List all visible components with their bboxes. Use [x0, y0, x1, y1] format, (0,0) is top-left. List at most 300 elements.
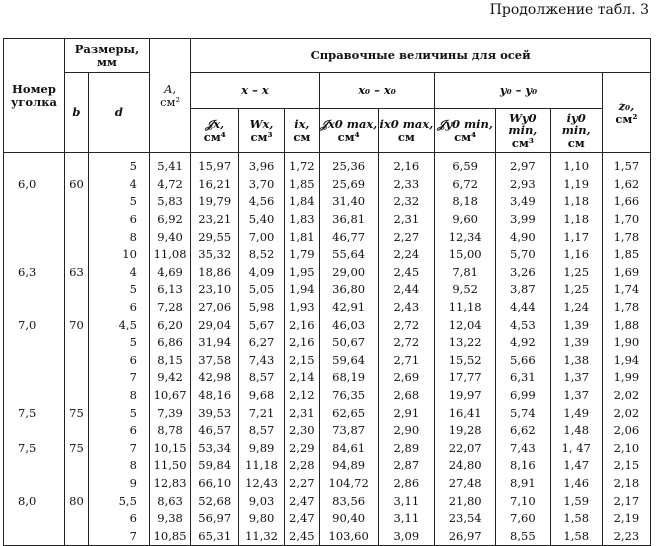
- header-axis-y0: y₀ – y₀: [435, 73, 603, 109]
- cell-A: 4,69: [149, 264, 190, 282]
- cell-z0: 2,19: [602, 510, 650, 528]
- cell-Wx: 12,43: [239, 475, 285, 493]
- cell-Jx0: 55,64: [319, 246, 378, 264]
- cell-nomer: [4, 369, 65, 387]
- cell-A: 12,83: [149, 475, 190, 493]
- header-Wy0-label: Wy0 min,: [508, 111, 538, 138]
- cell-d: 4: [88, 264, 149, 282]
- table-row: [4, 352, 651, 370]
- cell-Jx: 42,98: [191, 369, 239, 387]
- header-Wx: [239, 109, 285, 153]
- cell-nomer: [4, 422, 65, 440]
- cell-ix0: 2,87: [378, 457, 435, 475]
- cell-Jx: 19,79: [191, 193, 239, 211]
- cell-ix: 2,15: [284, 352, 319, 370]
- cell-Wx: 11,18: [239, 457, 285, 475]
- cell-Wx: 4,56: [239, 193, 285, 211]
- cell-ix0: 2,91: [378, 404, 435, 422]
- cell-Jx: 37,58: [191, 352, 239, 370]
- cell-d: 4: [88, 176, 149, 194]
- header-A-label: A,: [164, 82, 177, 97]
- cell-A: 7,39: [149, 404, 190, 422]
- cell-Jx: 52,68: [191, 492, 239, 510]
- cell-b: [64, 387, 88, 405]
- cell-Wy0: 7,10: [496, 492, 550, 510]
- cell-Jx: 18,86: [191, 264, 239, 282]
- table-row: [4, 527, 651, 545]
- cell-iy0: 1,17: [550, 228, 602, 246]
- cell-d: 7: [88, 527, 149, 545]
- cell-Jy0: 19,28: [435, 422, 496, 440]
- header-ix0-unit: см: [397, 129, 415, 144]
- cell-Jx: 27,06: [191, 299, 239, 317]
- header-Jy0: [435, 109, 496, 153]
- cell-iy0: 1, 47: [550, 440, 602, 458]
- cell-ix: 2,45: [284, 527, 319, 545]
- header-Jx0-unit: см⁴: [337, 129, 360, 144]
- cell-d: 5: [88, 334, 149, 352]
- cell-Jy0: 27,48: [435, 475, 496, 493]
- cell-A: 10,67: [149, 387, 190, 405]
- cell-z0: 1,57: [602, 153, 650, 176]
- cell-b: 60: [64, 176, 88, 194]
- cell-d: 6: [88, 422, 149, 440]
- header-Wy0-unit: см³: [511, 135, 534, 150]
- cell-A: 8,63: [149, 492, 190, 510]
- cell-Jx0: 36,80: [319, 281, 378, 299]
- cell-d: 6: [88, 299, 149, 317]
- cell-iy0: 1,46: [550, 475, 602, 493]
- cell-Wy0: 4,90: [496, 228, 550, 246]
- cell-nomer: [4, 527, 65, 545]
- cell-ix: 2,12: [284, 387, 319, 405]
- cell-iy0: 1,58: [550, 527, 602, 545]
- header-b: b: [64, 73, 88, 153]
- cell-nomer: 6,3: [4, 264, 65, 282]
- table-row: [4, 228, 651, 246]
- cell-z0: 2,02: [602, 404, 650, 422]
- header-iy0-unit: см: [567, 135, 585, 150]
- header-Jy0-label: 𝒥y0 min,: [437, 117, 493, 132]
- header-Jx: [191, 109, 239, 153]
- cell-b: [64, 299, 88, 317]
- cell-iy0: 1,39: [550, 316, 602, 334]
- cell-d: 5: [88, 193, 149, 211]
- cell-Wx: 6,27: [239, 334, 285, 352]
- cell-Wy0: 4,92: [496, 334, 550, 352]
- cell-ix: 2,30: [284, 422, 319, 440]
- cell-nomer: 7,0: [4, 316, 65, 334]
- cell-Jx0: 46,03: [319, 316, 378, 334]
- cell-iy0: 1,25: [550, 264, 602, 282]
- cell-d: 10: [88, 246, 149, 264]
- cell-z0: 1,66: [602, 193, 650, 211]
- cell-iy0: 1,18: [550, 211, 602, 229]
- cell-iy0: 1,58: [550, 510, 602, 528]
- cell-Jy0: 6,59: [435, 153, 496, 176]
- table-row: [4, 193, 651, 211]
- cell-nomer: 7,5: [4, 404, 65, 422]
- header-ix0-label: ix0 max,: [379, 117, 434, 132]
- cell-Jx: 48,16: [191, 387, 239, 405]
- cell-nomer: [4, 281, 65, 299]
- cell-Jx: 31,94: [191, 334, 239, 352]
- cell-z0: 1,99: [602, 369, 650, 387]
- cell-nomer: [4, 457, 65, 475]
- cell-Jy0: 21,80: [435, 492, 496, 510]
- cell-Jy0: 15,00: [435, 246, 496, 264]
- cell-iy0: 1,48: [550, 422, 602, 440]
- cell-ix0: 2,71: [378, 352, 435, 370]
- cell-Jy0: 22,07: [435, 440, 496, 458]
- cell-iy0: 1,10: [550, 153, 602, 176]
- cell-Jx0: 103,60: [319, 527, 378, 545]
- cell-Wy0: 7,43: [496, 440, 550, 458]
- header-ix0: [378, 109, 435, 153]
- table-row: [4, 176, 651, 194]
- cell-iy0: 1,37: [550, 369, 602, 387]
- table-header: [4, 39, 651, 153]
- cell-b: [64, 457, 88, 475]
- cell-b: [64, 510, 88, 528]
- cell-Jy0: 9,52: [435, 281, 496, 299]
- table-row: [4, 281, 651, 299]
- cell-A: 6,20: [149, 316, 190, 334]
- header-ix-unit: см: [293, 129, 311, 144]
- cell-Jx0: 59,64: [319, 352, 378, 370]
- header-ix-label: ix,: [294, 117, 310, 132]
- cell-Jx: 56,97: [191, 510, 239, 528]
- cell-z0: 1,88: [602, 316, 650, 334]
- cell-ix0: 3,11: [378, 492, 435, 510]
- cell-nomer: 8,0: [4, 492, 65, 510]
- cell-Wy0: 8,55: [496, 527, 550, 545]
- cell-Jy0: 12,04: [435, 316, 496, 334]
- cell-z0: 2,18: [602, 475, 650, 493]
- cell-z0: 1,85: [602, 246, 650, 264]
- cell-Wx: 5,40: [239, 211, 285, 229]
- cell-Jy0: 9,60: [435, 211, 496, 229]
- header-Wy0: [496, 109, 550, 153]
- cell-ix: 1,83: [284, 211, 319, 229]
- cell-A: 9,38: [149, 510, 190, 528]
- cell-Jx0: 73,87: [319, 422, 378, 440]
- cell-ix0: 2,45: [378, 264, 435, 282]
- cell-Jy0: 12,34: [435, 228, 496, 246]
- header-nomer: Номер уголка: [4, 39, 65, 153]
- cell-Wy0: 5,66: [496, 352, 550, 370]
- cell-A: 4,72: [149, 176, 190, 194]
- cell-b: [64, 422, 88, 440]
- cell-Jy0: 23,54: [435, 510, 496, 528]
- cell-z0: 1,78: [602, 228, 650, 246]
- table-row: [4, 475, 651, 493]
- cell-Jx: 23,21: [191, 211, 239, 229]
- cell-Jx0: 104,72: [319, 475, 378, 493]
- cell-ix0: 2,68: [378, 387, 435, 405]
- cell-Jx0: 84,61: [319, 440, 378, 458]
- cell-ix: 1,95: [284, 264, 319, 282]
- cell-Wx: 11,32: [239, 527, 285, 545]
- header-Jx0-label: 𝒥x0 max,: [320, 117, 378, 132]
- cell-z0: 1,69: [602, 264, 650, 282]
- cell-ix0: 2,72: [378, 316, 435, 334]
- cell-A: 6,86: [149, 334, 190, 352]
- cell-Jx0: 29,00: [319, 264, 378, 282]
- cell-Wy0: 3,87: [496, 281, 550, 299]
- cell-A: 6,92: [149, 211, 190, 229]
- cell-ix0: 2,90: [378, 422, 435, 440]
- header-z0-unit: см²: [615, 111, 638, 126]
- cell-Wy0: 6,99: [496, 387, 550, 405]
- cell-d: 6: [88, 211, 149, 229]
- cell-nomer: [4, 299, 65, 317]
- header-z0-label: z₀,: [618, 99, 635, 114]
- cell-Wy0: 2,93: [496, 176, 550, 194]
- cell-Jx0: 83,56: [319, 492, 378, 510]
- cell-Jy0: 17,77: [435, 369, 496, 387]
- cell-b: [64, 153, 88, 176]
- cell-ix: 1,93: [284, 299, 319, 317]
- cell-d: 5: [88, 281, 149, 299]
- cell-A: 10,85: [149, 527, 190, 545]
- cell-nomer: [4, 246, 65, 264]
- table-row: [4, 316, 651, 334]
- cell-d: 8: [88, 387, 149, 405]
- cell-iy0: 1,47: [550, 457, 602, 475]
- cell-Wy0: 3,99: [496, 211, 550, 229]
- cell-z0: 2,23: [602, 527, 650, 545]
- cell-d: 5: [88, 404, 149, 422]
- cell-Jx0: 42,91: [319, 299, 378, 317]
- cell-A: 5,41: [149, 153, 190, 176]
- cell-Jx0: 25,36: [319, 153, 378, 176]
- cell-ix0: 3,09: [378, 527, 435, 545]
- cell-Jx: 29,55: [191, 228, 239, 246]
- cell-Jx: 39,53: [191, 404, 239, 422]
- cell-Wy0: 5,74: [496, 404, 550, 422]
- header-Jx0: [319, 109, 378, 153]
- cell-b: 75: [64, 440, 88, 458]
- cell-ix0: 2,33: [378, 176, 435, 194]
- cell-A: 9,42: [149, 369, 190, 387]
- table-row: [4, 246, 651, 264]
- cell-ix0: 2,72: [378, 334, 435, 352]
- cell-A: 7,28: [149, 299, 190, 317]
- cell-ix: 2,14: [284, 369, 319, 387]
- cell-Jx: 59,84: [191, 457, 239, 475]
- header-Jx-label: 𝒥x,: [205, 117, 225, 132]
- cell-ix0: 2,69: [378, 369, 435, 387]
- header-Jy0-unit: см⁴: [454, 129, 477, 144]
- cell-b: 70: [64, 316, 88, 334]
- cell-d: 4,5: [88, 316, 149, 334]
- angle-profile-table: [3, 38, 651, 546]
- cell-Jx: 29,04: [191, 316, 239, 334]
- cell-b: [64, 369, 88, 387]
- cell-Jx0: 31,40: [319, 193, 378, 211]
- header-Wx-unit: см³: [250, 129, 273, 144]
- cell-b: [64, 228, 88, 246]
- cell-Wy0: 7,60: [496, 510, 550, 528]
- header-axis-x0: x₀ – x₀: [319, 73, 434, 109]
- header-ix: [284, 109, 319, 153]
- cell-ix: 1,84: [284, 193, 319, 211]
- cell-Jx0: 46,77: [319, 228, 378, 246]
- cell-z0: 1,62: [602, 176, 650, 194]
- cell-A: 8,15: [149, 352, 190, 370]
- cell-Wx: 9,80: [239, 510, 285, 528]
- cell-z0: 1,94: [602, 352, 650, 370]
- cell-d: 6: [88, 510, 149, 528]
- cell-Jx0: 36,81: [319, 211, 378, 229]
- cell-Jy0: 16,41: [435, 404, 496, 422]
- cell-nomer: [4, 352, 65, 370]
- cell-Wx: 3,70: [239, 176, 285, 194]
- table-row: [4, 510, 651, 528]
- cell-Wy0: 5,70: [496, 246, 550, 264]
- table-row: [4, 492, 651, 510]
- cell-ix: 2,27: [284, 475, 319, 493]
- cell-ix0: 2,44: [378, 281, 435, 299]
- cell-Wx: 5,05: [239, 281, 285, 299]
- cell-A: 8,78: [149, 422, 190, 440]
- cell-Wy0: 6,62: [496, 422, 550, 440]
- cell-Wx: 9,89: [239, 440, 285, 458]
- cell-iy0: 1,24: [550, 299, 602, 317]
- cell-Jx0: 50,67: [319, 334, 378, 352]
- cell-ix0: 2,89: [378, 440, 435, 458]
- cell-iy0: 1,49: [550, 404, 602, 422]
- cell-nomer: [4, 153, 65, 176]
- header-A-unit: см²: [160, 94, 181, 109]
- header-Wx-label: Wx,: [249, 117, 274, 132]
- cell-d: 5,5: [88, 492, 149, 510]
- cell-iy0: 1,16: [550, 246, 602, 264]
- table-row: [4, 369, 651, 387]
- cell-Wx: 7,43: [239, 352, 285, 370]
- cell-ix: 1,85: [284, 176, 319, 194]
- cell-nomer: [4, 334, 65, 352]
- cell-z0: 2,02: [602, 387, 650, 405]
- cell-Wx: 9,03: [239, 492, 285, 510]
- cell-A: 11,08: [149, 246, 190, 264]
- cell-Jy0: 11,18: [435, 299, 496, 317]
- header-d: d: [88, 73, 149, 153]
- cell-ix0: 2,43: [378, 299, 435, 317]
- cell-b: [64, 193, 88, 211]
- cell-d: 6: [88, 352, 149, 370]
- table-row: [4, 211, 651, 229]
- cell-Jx: 53,34: [191, 440, 239, 458]
- cell-Jx: 65,31: [191, 527, 239, 545]
- cell-b: 80: [64, 492, 88, 510]
- cell-Wx: 8,57: [239, 369, 285, 387]
- cell-A: 10,15: [149, 440, 190, 458]
- cell-Jy0: 6,72: [435, 176, 496, 194]
- cell-Wx: 9,68: [239, 387, 285, 405]
- cell-b: [64, 352, 88, 370]
- cell-Wy0: 8,91: [496, 475, 550, 493]
- cell-ix0: 2,32: [378, 193, 435, 211]
- table-row: [4, 264, 651, 282]
- cell-Wx: 4,09: [239, 264, 285, 282]
- cell-ix: 1,79: [284, 246, 319, 264]
- cell-Wx: 8,52: [239, 246, 285, 264]
- cell-z0: 1,78: [602, 299, 650, 317]
- cell-nomer: [4, 193, 65, 211]
- cell-iy0: 1,39: [550, 334, 602, 352]
- table-row: [4, 422, 651, 440]
- table-row: [4, 387, 651, 405]
- cell-z0: 2,15: [602, 457, 650, 475]
- cell-iy0: 1,25: [550, 281, 602, 299]
- cell-Jy0: 19,97: [435, 387, 496, 405]
- cell-ix: 2,29: [284, 440, 319, 458]
- cell-iy0: 1,18: [550, 193, 602, 211]
- cell-ix0: 2,86: [378, 475, 435, 493]
- table-row: [4, 334, 651, 352]
- table-row: [4, 404, 651, 422]
- cell-ix: 2,31: [284, 404, 319, 422]
- cell-Wy0: 2,97: [496, 153, 550, 176]
- table-row: [4, 440, 651, 458]
- cell-A: 9,40: [149, 228, 190, 246]
- table-body: [4, 153, 651, 546]
- cell-ix0: 2,16: [378, 153, 435, 176]
- cell-Wx: 8,57: [239, 422, 285, 440]
- cell-Jy0: 13,22: [435, 334, 496, 352]
- cell-b: 63: [64, 264, 88, 282]
- cell-Jx0: 76,35: [319, 387, 378, 405]
- cell-Wx: 3,96: [239, 153, 285, 176]
- cell-iy0: 1,38: [550, 352, 602, 370]
- cell-Jx0: 25,69: [319, 176, 378, 194]
- cell-ix: 2,16: [284, 334, 319, 352]
- cell-ix: 2,28: [284, 457, 319, 475]
- table-caption: Продолжение табл. 3: [489, 2, 649, 18]
- cell-Jx: 35,32: [191, 246, 239, 264]
- cell-Wx: 5,98: [239, 299, 285, 317]
- cell-ix: 2,16: [284, 316, 319, 334]
- cell-nomer: [4, 510, 65, 528]
- header-A: [149, 39, 190, 153]
- header-spravochnye: Справочные величины для осей: [191, 39, 651, 73]
- cell-Jx0: 90,40: [319, 510, 378, 528]
- cell-z0: 1,90: [602, 334, 650, 352]
- cell-Jx0: 94,89: [319, 457, 378, 475]
- cell-ix: 1,94: [284, 281, 319, 299]
- cell-nomer: [4, 387, 65, 405]
- header-razmery: Размеры, мм: [64, 39, 149, 73]
- cell-z0: 2,10: [602, 440, 650, 458]
- table-row: [4, 457, 651, 475]
- cell-Wy0: 3,49: [496, 193, 550, 211]
- cell-z0: 2,17: [602, 492, 650, 510]
- cell-b: [64, 281, 88, 299]
- cell-ix: 1,81: [284, 228, 319, 246]
- cell-z0: 1,70: [602, 211, 650, 229]
- cell-iy0: 1,59: [550, 492, 602, 510]
- cell-Jy0: 7,81: [435, 264, 496, 282]
- cell-iy0: 1,37: [550, 387, 602, 405]
- cell-b: [64, 211, 88, 229]
- header-iy0: [550, 109, 602, 153]
- cell-Jx: 46,57: [191, 422, 239, 440]
- cell-ix0: 2,24: [378, 246, 435, 264]
- cell-Wy0: 4,44: [496, 299, 550, 317]
- cell-nomer: 6,0: [4, 176, 65, 194]
